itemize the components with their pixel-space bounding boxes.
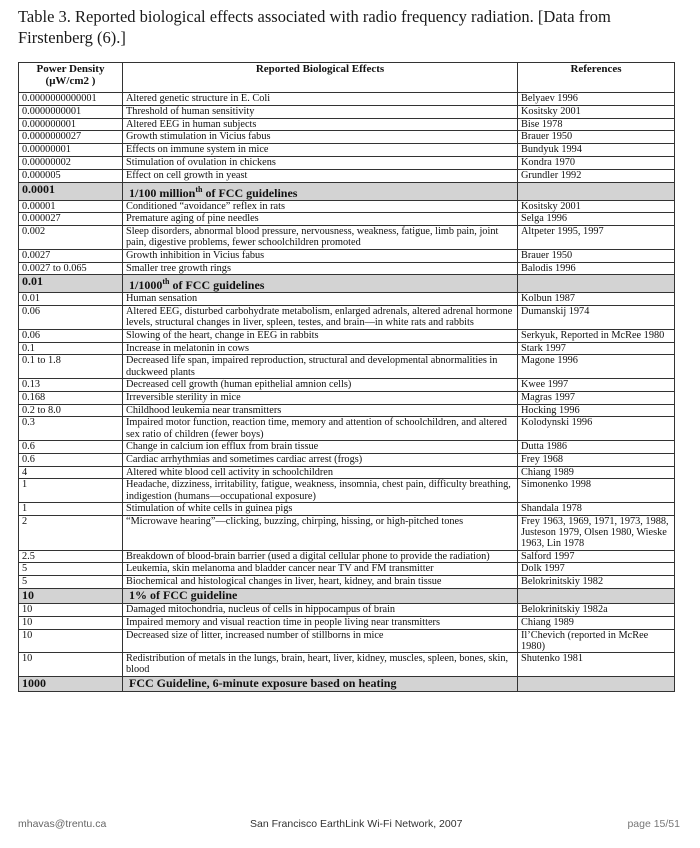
power-density-cell: 10 xyxy=(19,603,123,616)
milestone-label: 1% of FCC guideline xyxy=(123,588,518,603)
ordinal-suffix: th xyxy=(195,184,203,194)
footer-email[interactable]: mhavas@trentu.ca xyxy=(18,818,107,830)
effect-cell: Human sensation xyxy=(123,293,518,306)
reference-cell: Brauer 1950 xyxy=(518,249,675,262)
table-row xyxy=(19,355,675,379)
milestone-row xyxy=(19,182,675,200)
reference-cell xyxy=(518,676,675,691)
table-row xyxy=(19,515,675,550)
power-density-cell: 0.01 xyxy=(19,293,123,306)
reference-cell: Hocking 1996 xyxy=(518,404,675,417)
reference-cell: Balodis 1996 xyxy=(518,262,675,275)
effect-cell: Premature aging of pine needles xyxy=(123,213,518,226)
footer-title: San Francisco EarthLink Wi-Fi Network, 2007 xyxy=(250,818,463,830)
reference-cell: Kolbun 1987 xyxy=(518,293,675,306)
effect-cell: Threshold of human sensitivity xyxy=(123,105,518,118)
effects-table xyxy=(18,62,675,692)
reference-cell: Dolk 1997 xyxy=(518,563,675,576)
power-density-cell: 0.00000002 xyxy=(19,156,123,169)
effect-cell: Childhood leukemia near transmitters xyxy=(123,404,518,417)
table-row xyxy=(19,342,675,355)
reference-cell: Kositsky 2001 xyxy=(518,105,675,118)
reference-cell: Selga 1996 xyxy=(518,213,675,226)
table-row xyxy=(19,466,675,479)
power-density-cell: 0.06 xyxy=(19,329,123,342)
reference-cell: Simonenko 1998 xyxy=(518,479,675,503)
effect-cell: Slowing of the heart, change in EEG in rabbits xyxy=(123,329,518,342)
reference-cell: Il’Chevich (reported in McRee 1980) xyxy=(518,629,675,653)
power-density-cell: 0.00000001 xyxy=(19,144,123,157)
reference-cell: Frey 1963, 1969, 1971, 1973, 1988, Justeson 1979, Olsen 1980, Wieske 1963, Lin 1978 xyxy=(518,515,675,550)
power-density-cell: 0.1 xyxy=(19,342,123,355)
reference-cell: Chiang 1989 xyxy=(518,466,675,479)
table-row xyxy=(19,262,675,275)
reference-cell: Stark 1997 xyxy=(518,342,675,355)
reference-cell: Bundyuk 1994 xyxy=(518,144,675,157)
table-row xyxy=(19,603,675,616)
reference-cell: Brauer 1950 xyxy=(518,131,675,144)
power-density-cell: 0.13 xyxy=(19,378,123,391)
effect-cell: Altered EEG, disturbed carbohydrate metabolism, enlarged adrenals, altered adrenal hormone levels, structural changes in liver, spleen, testes, and brain—in white rats and rabbits xyxy=(123,306,518,330)
effect-cell: Conditioned “avoidance” reflex in rats xyxy=(123,200,518,213)
table-body xyxy=(19,93,675,692)
reference-cell: Dutta 1986 xyxy=(518,440,675,453)
table-row xyxy=(19,453,675,466)
page-footer xyxy=(18,818,680,832)
power-density-cell: 10 xyxy=(19,653,123,677)
header-power-density: Power Density (μW/cm2 ) xyxy=(19,63,123,93)
reference-cell: Frey 1968 xyxy=(518,453,675,466)
power-density-cell: 1 xyxy=(19,479,123,503)
power-density-cell: 10 xyxy=(19,629,123,653)
power-density-cell: 0.000000001 xyxy=(19,118,123,131)
power-density-cell: 0.3 xyxy=(19,417,123,441)
table-row xyxy=(19,156,675,169)
table-row xyxy=(19,93,675,106)
effect-cell: Redistribution of metals in the lungs, brain, heart, liver, kidney, muscles, spleen, bones, skin, blood xyxy=(123,653,518,677)
table-row xyxy=(19,293,675,306)
effect-cell: Breakdown of blood-brain barrier (used a digital cellular phone to provide the radiation) xyxy=(123,550,518,563)
table-row xyxy=(19,576,675,589)
table-row xyxy=(19,200,675,213)
effect-cell: Altered EEG in human subjects xyxy=(123,118,518,131)
table-row xyxy=(19,479,675,503)
effect-cell: Biochemical and histological changes in liver, heart, kidney, and brain tissue xyxy=(123,576,518,589)
power-density-cell: 1 xyxy=(19,502,123,515)
power-density-cell: 0.6 xyxy=(19,440,123,453)
reference-cell xyxy=(518,182,675,200)
effect-cell: Impaired memory and visual reaction time in people living near transmitters xyxy=(123,616,518,629)
power-density-cell: 0.0027 xyxy=(19,249,123,262)
table-row xyxy=(19,391,675,404)
footer-page-number: page 15/51 xyxy=(627,818,680,830)
effect-cell: Effect on cell growth in yeast xyxy=(123,169,518,182)
table-row xyxy=(19,417,675,441)
effect-cell: Headache, dizziness, irritability, fatigue, weakness, insomnia, chest pain, difficulty breathing, indigestion (humans—occupational exposure) xyxy=(123,479,518,503)
effect-cell: Increase in melatonin in cows xyxy=(123,342,518,355)
power-density-cell: 10 xyxy=(19,588,123,603)
table-row xyxy=(19,550,675,563)
reference-cell: Shandala 1978 xyxy=(518,502,675,515)
reference-cell: Belokrinitskiy 1982a xyxy=(518,603,675,616)
ordinal-suffix: th xyxy=(162,277,170,287)
header-references: References xyxy=(518,63,675,93)
reference-cell: Magras 1997 xyxy=(518,391,675,404)
milestone-suffix-text: of FCC guidelines xyxy=(169,278,265,293)
table-row xyxy=(19,144,675,157)
effect-cell: Irreversible sterility in mice xyxy=(123,391,518,404)
effect-cell: Decreased size of litter, increased number of stillborns in mice xyxy=(123,629,518,653)
power-density-cell: 0.00001 xyxy=(19,200,123,213)
power-density-cell: 0.0000000000001 xyxy=(19,93,123,106)
milestone-fraction: 1/1000 xyxy=(129,278,163,293)
effect-cell: Growth stimulation in Vicius fabus xyxy=(123,131,518,144)
reference-cell: Altpeter 1995, 1997 xyxy=(518,226,675,250)
reference-cell: Serkyuk, Reported in McRee 1980 xyxy=(518,329,675,342)
effect-cell: Altered genetic structure in E. Coli xyxy=(123,93,518,106)
power-density-cell: 0.01 xyxy=(19,275,123,293)
power-density-cell: 10 xyxy=(19,616,123,629)
power-density-cell: 5 xyxy=(19,576,123,589)
power-density-cell: 4 xyxy=(19,466,123,479)
reference-cell: Bise 1978 xyxy=(518,118,675,131)
effect-cell: Change in calcium ion efflux from brain tissue xyxy=(123,440,518,453)
power-density-cell: 2.5 xyxy=(19,550,123,563)
table-row xyxy=(19,118,675,131)
reference-cell: Magone 1996 xyxy=(518,355,675,379)
power-density-cell: 0.06 xyxy=(19,306,123,330)
power-density-cell: 0.0000000001 xyxy=(19,105,123,118)
reference-cell: Chiang 1989 xyxy=(518,616,675,629)
power-density-cell: 5 xyxy=(19,563,123,576)
reference-cell xyxy=(518,275,675,293)
table-row xyxy=(19,404,675,417)
reference-cell: Grundler 1992 xyxy=(518,169,675,182)
table-row xyxy=(19,616,675,629)
effect-cell: Cardiac arrhythmias and sometimes cardiac arrest (frogs) xyxy=(123,453,518,466)
power-density-cell: 1000 xyxy=(19,676,123,691)
header-effects: Reported Biological Effects xyxy=(123,63,518,93)
milestone-row xyxy=(19,275,675,293)
table-row xyxy=(19,502,675,515)
power-density-cell: 0.0000000027 xyxy=(19,131,123,144)
power-density-cell: 0.1 to 1.8 xyxy=(19,355,123,379)
milestone-label: FCC Guideline, 6-minute exposure based on heating xyxy=(123,676,518,691)
power-density-cell: 0.6 xyxy=(19,453,123,466)
table-row xyxy=(19,329,675,342)
milestone-label xyxy=(123,182,518,200)
reference-cell: Kondra 1970 xyxy=(518,156,675,169)
table-row xyxy=(19,306,675,330)
reference-cell: Kolodynski 1996 xyxy=(518,417,675,441)
effect-cell: Decreased life span, impaired reproduction, structural and developmental abnormalities in duckweed plants xyxy=(123,355,518,379)
effect-cell: Impaired motor function, reaction time, memory and attention of schoolchildren, and altered sex ratio of children (fewer boys) xyxy=(123,417,518,441)
effect-cell: Effects on immune system in mice xyxy=(123,144,518,157)
effect-cell: “Microwave hearing”—clicking, buzzing, chirping, hissing, or high-pitched tones xyxy=(123,515,518,550)
effect-cell: Damaged mitochondria, nucleus of cells in hippocampus of brain xyxy=(123,603,518,616)
reference-cell: Kwee 1997 xyxy=(518,378,675,391)
table-row xyxy=(19,249,675,262)
effect-cell: Smaller tree growth rings xyxy=(123,262,518,275)
reference-cell xyxy=(518,588,675,603)
effect-cell: Leukemia, skin melanoma and bladder cancer near TV and FM transmitter xyxy=(123,563,518,576)
reference-cell: Belokrinitskiy 1982 xyxy=(518,576,675,589)
power-density-cell: 0.002 xyxy=(19,226,123,250)
milestone-fraction: 1/100 million xyxy=(129,185,196,200)
table-caption: Table 3. Reported biological effects associated with radio frequency radiation. [Data from Firstenberg (6).] xyxy=(18,7,611,47)
effect-cell: Stimulation of ovulation in chickens xyxy=(123,156,518,169)
table-row xyxy=(19,440,675,453)
table-row xyxy=(19,629,675,653)
table-row xyxy=(19,213,675,226)
milestone-label xyxy=(123,275,518,293)
effect-cell: Growth inhibition in Vicius fabus xyxy=(123,249,518,262)
effect-cell: Altered white blood cell activity in schoolchildren xyxy=(123,466,518,479)
effect-cell: Decreased cell growth (human epithelial amnion cells) xyxy=(123,378,518,391)
reference-cell: Salford 1997 xyxy=(518,550,675,563)
milestone-suffix-text: of FCC guidelines xyxy=(202,185,298,200)
table-row xyxy=(19,378,675,391)
power-density-cell: 0.0027 to 0.065 xyxy=(19,262,123,275)
effect-cell: Sleep disorders, abnormal blood pressure, nervousness, weakness, fatigue, limb pain, joint pain, digestive problems, fewer schoolchildren promoted xyxy=(123,226,518,250)
table-row xyxy=(19,653,675,677)
milestone-row xyxy=(19,588,675,603)
power-density-cell: 0.2 to 8.0 xyxy=(19,404,123,417)
power-density-cell: 0.000027 xyxy=(19,213,123,226)
power-density-cell: 0.168 xyxy=(19,391,123,404)
reference-cell: Dumanskij 1974 xyxy=(518,306,675,330)
effect-cell: Stimulation of white cells in guinea pigs xyxy=(123,502,518,515)
reference-cell: Belyaev 1996 xyxy=(518,93,675,106)
power-density-cell: 2 xyxy=(19,515,123,550)
table-row xyxy=(19,169,675,182)
reference-cell: Shutenko 1981 xyxy=(518,653,675,677)
table-row xyxy=(19,105,675,118)
table-row xyxy=(19,131,675,144)
table-row xyxy=(19,563,675,576)
milestone-row xyxy=(19,676,675,691)
power-density-cell: 0.0001 xyxy=(19,182,123,200)
reference-cell: Kositsky 2001 xyxy=(518,200,675,213)
power-density-cell: 0.000005 xyxy=(19,169,123,182)
table-row xyxy=(19,226,675,250)
